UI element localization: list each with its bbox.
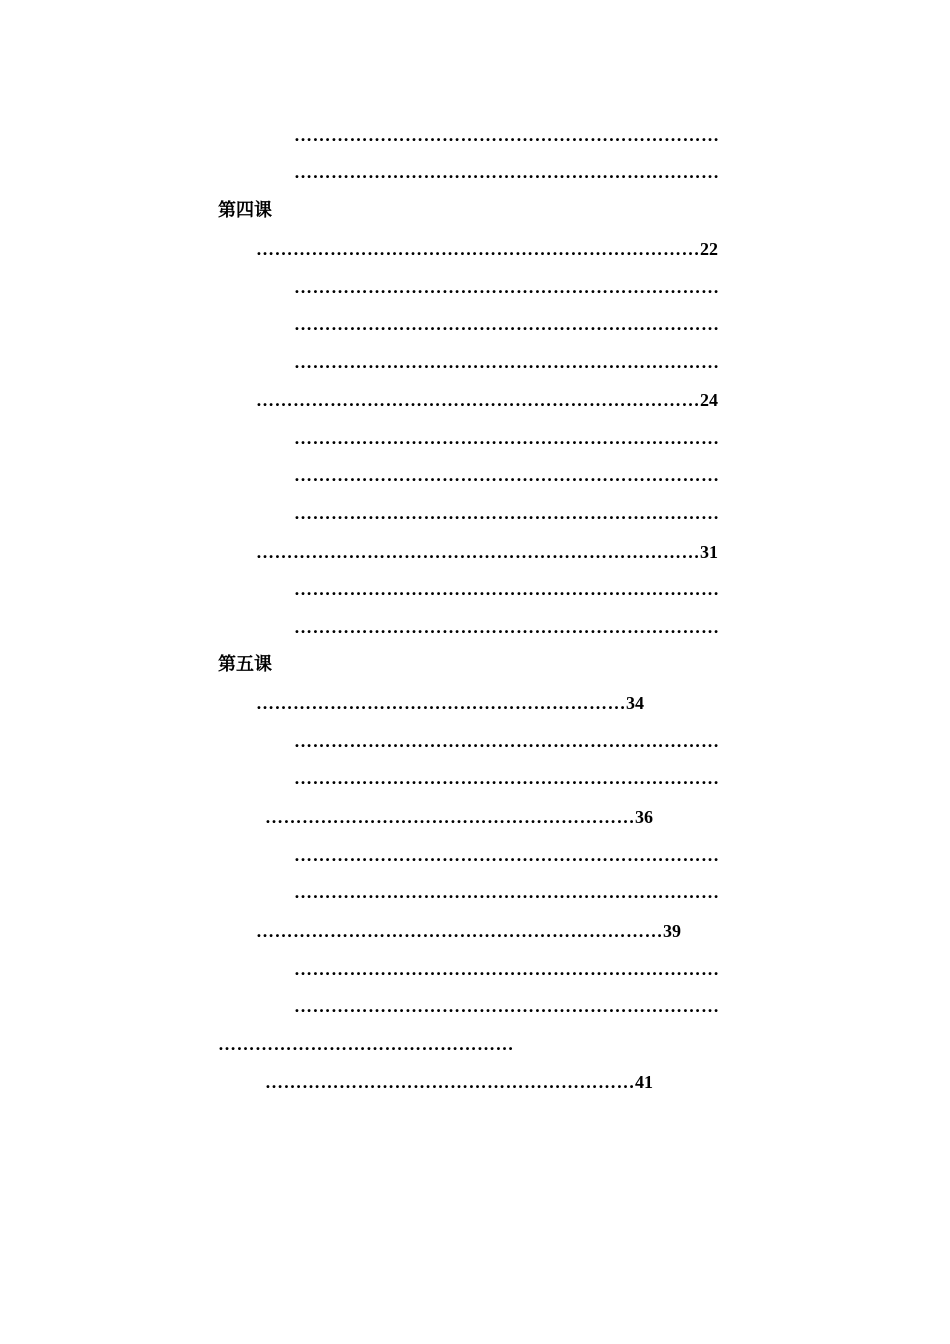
leader-dots: ……………………………………………………………… — [256, 239, 700, 259]
page-number: 34 — [626, 693, 644, 713]
toc-entry — [294, 275, 720, 299]
lesson-heading: 第五课 — [218, 654, 272, 675]
toc-entry — [256, 691, 648, 715]
toc-entry — [294, 160, 720, 184]
toc-entry — [294, 123, 720, 147]
leader-dots: ………………………………………………………… — [256, 921, 663, 941]
leader-dots: …………………………………………………………… — [294, 352, 720, 372]
leader-dots: …………………………………………………… — [265, 1072, 635, 1092]
page-number: 24 — [700, 390, 718, 410]
leader-dots: …………………………………………………… — [265, 807, 635, 827]
leader-dots: …………………………………………………………… — [294, 277, 720, 297]
leader-dots: …………………………………………………………… — [294, 731, 720, 751]
leader-dots: …………………………………………………………… — [294, 125, 720, 145]
toc-entry — [294, 350, 720, 374]
leader-dots: …………………………………………………… — [256, 693, 626, 713]
toc-entry — [294, 501, 720, 525]
page-number: 31 — [700, 542, 718, 562]
leader-dots: ………………………………………… — [218, 1034, 514, 1054]
leader-dots: …………………………………………………………… — [294, 428, 720, 448]
toc-entry — [265, 805, 657, 829]
leader-dots: …………………………………………………………… — [294, 162, 720, 182]
toc-entry — [294, 615, 720, 639]
leader-dots: …………………………………………………………… — [294, 959, 720, 979]
toc-entry — [218, 1032, 526, 1056]
toc-entry — [256, 388, 718, 412]
toc-entry — [294, 312, 720, 336]
toc-entry — [294, 577, 720, 601]
leader-dots: …………………………………………………………… — [294, 503, 720, 523]
lesson-heading: 第四课 — [218, 200, 272, 221]
leader-dots: …………………………………………………………… — [294, 845, 720, 865]
toc-entry — [294, 957, 720, 981]
leader-dots: ……………………………………………………………… — [256, 390, 700, 410]
leader-dots: …………………………………………………………… — [294, 314, 720, 334]
leader-dots: …………………………………………………………… — [294, 465, 720, 485]
page-number: 22 — [700, 239, 718, 259]
toc-entry — [265, 1070, 657, 1094]
leader-dots: …………………………………………………………… — [294, 768, 720, 788]
toc-entry — [256, 919, 680, 943]
page-number: 41 — [635, 1072, 653, 1092]
toc-entry — [256, 237, 718, 261]
toc-entry — [294, 880, 720, 904]
leader-dots: …………………………………………………………… — [294, 579, 720, 599]
leader-dots: ……………………………………………………………… — [256, 542, 700, 562]
page-number: 36 — [635, 807, 653, 827]
toc-entry — [294, 729, 720, 753]
toc-entry — [256, 540, 718, 564]
leader-dots: …………………………………………………………… — [294, 617, 720, 637]
toc-entry — [294, 426, 720, 450]
toc-entry — [294, 766, 720, 790]
toc-entry — [294, 994, 720, 1018]
page-number: 39 — [663, 921, 681, 941]
toc-entry — [294, 843, 720, 867]
leader-dots: …………………………………………………………… — [294, 882, 720, 902]
toc-entry — [294, 463, 720, 487]
leader-dots: …………………………………………………………… — [294, 996, 720, 1016]
